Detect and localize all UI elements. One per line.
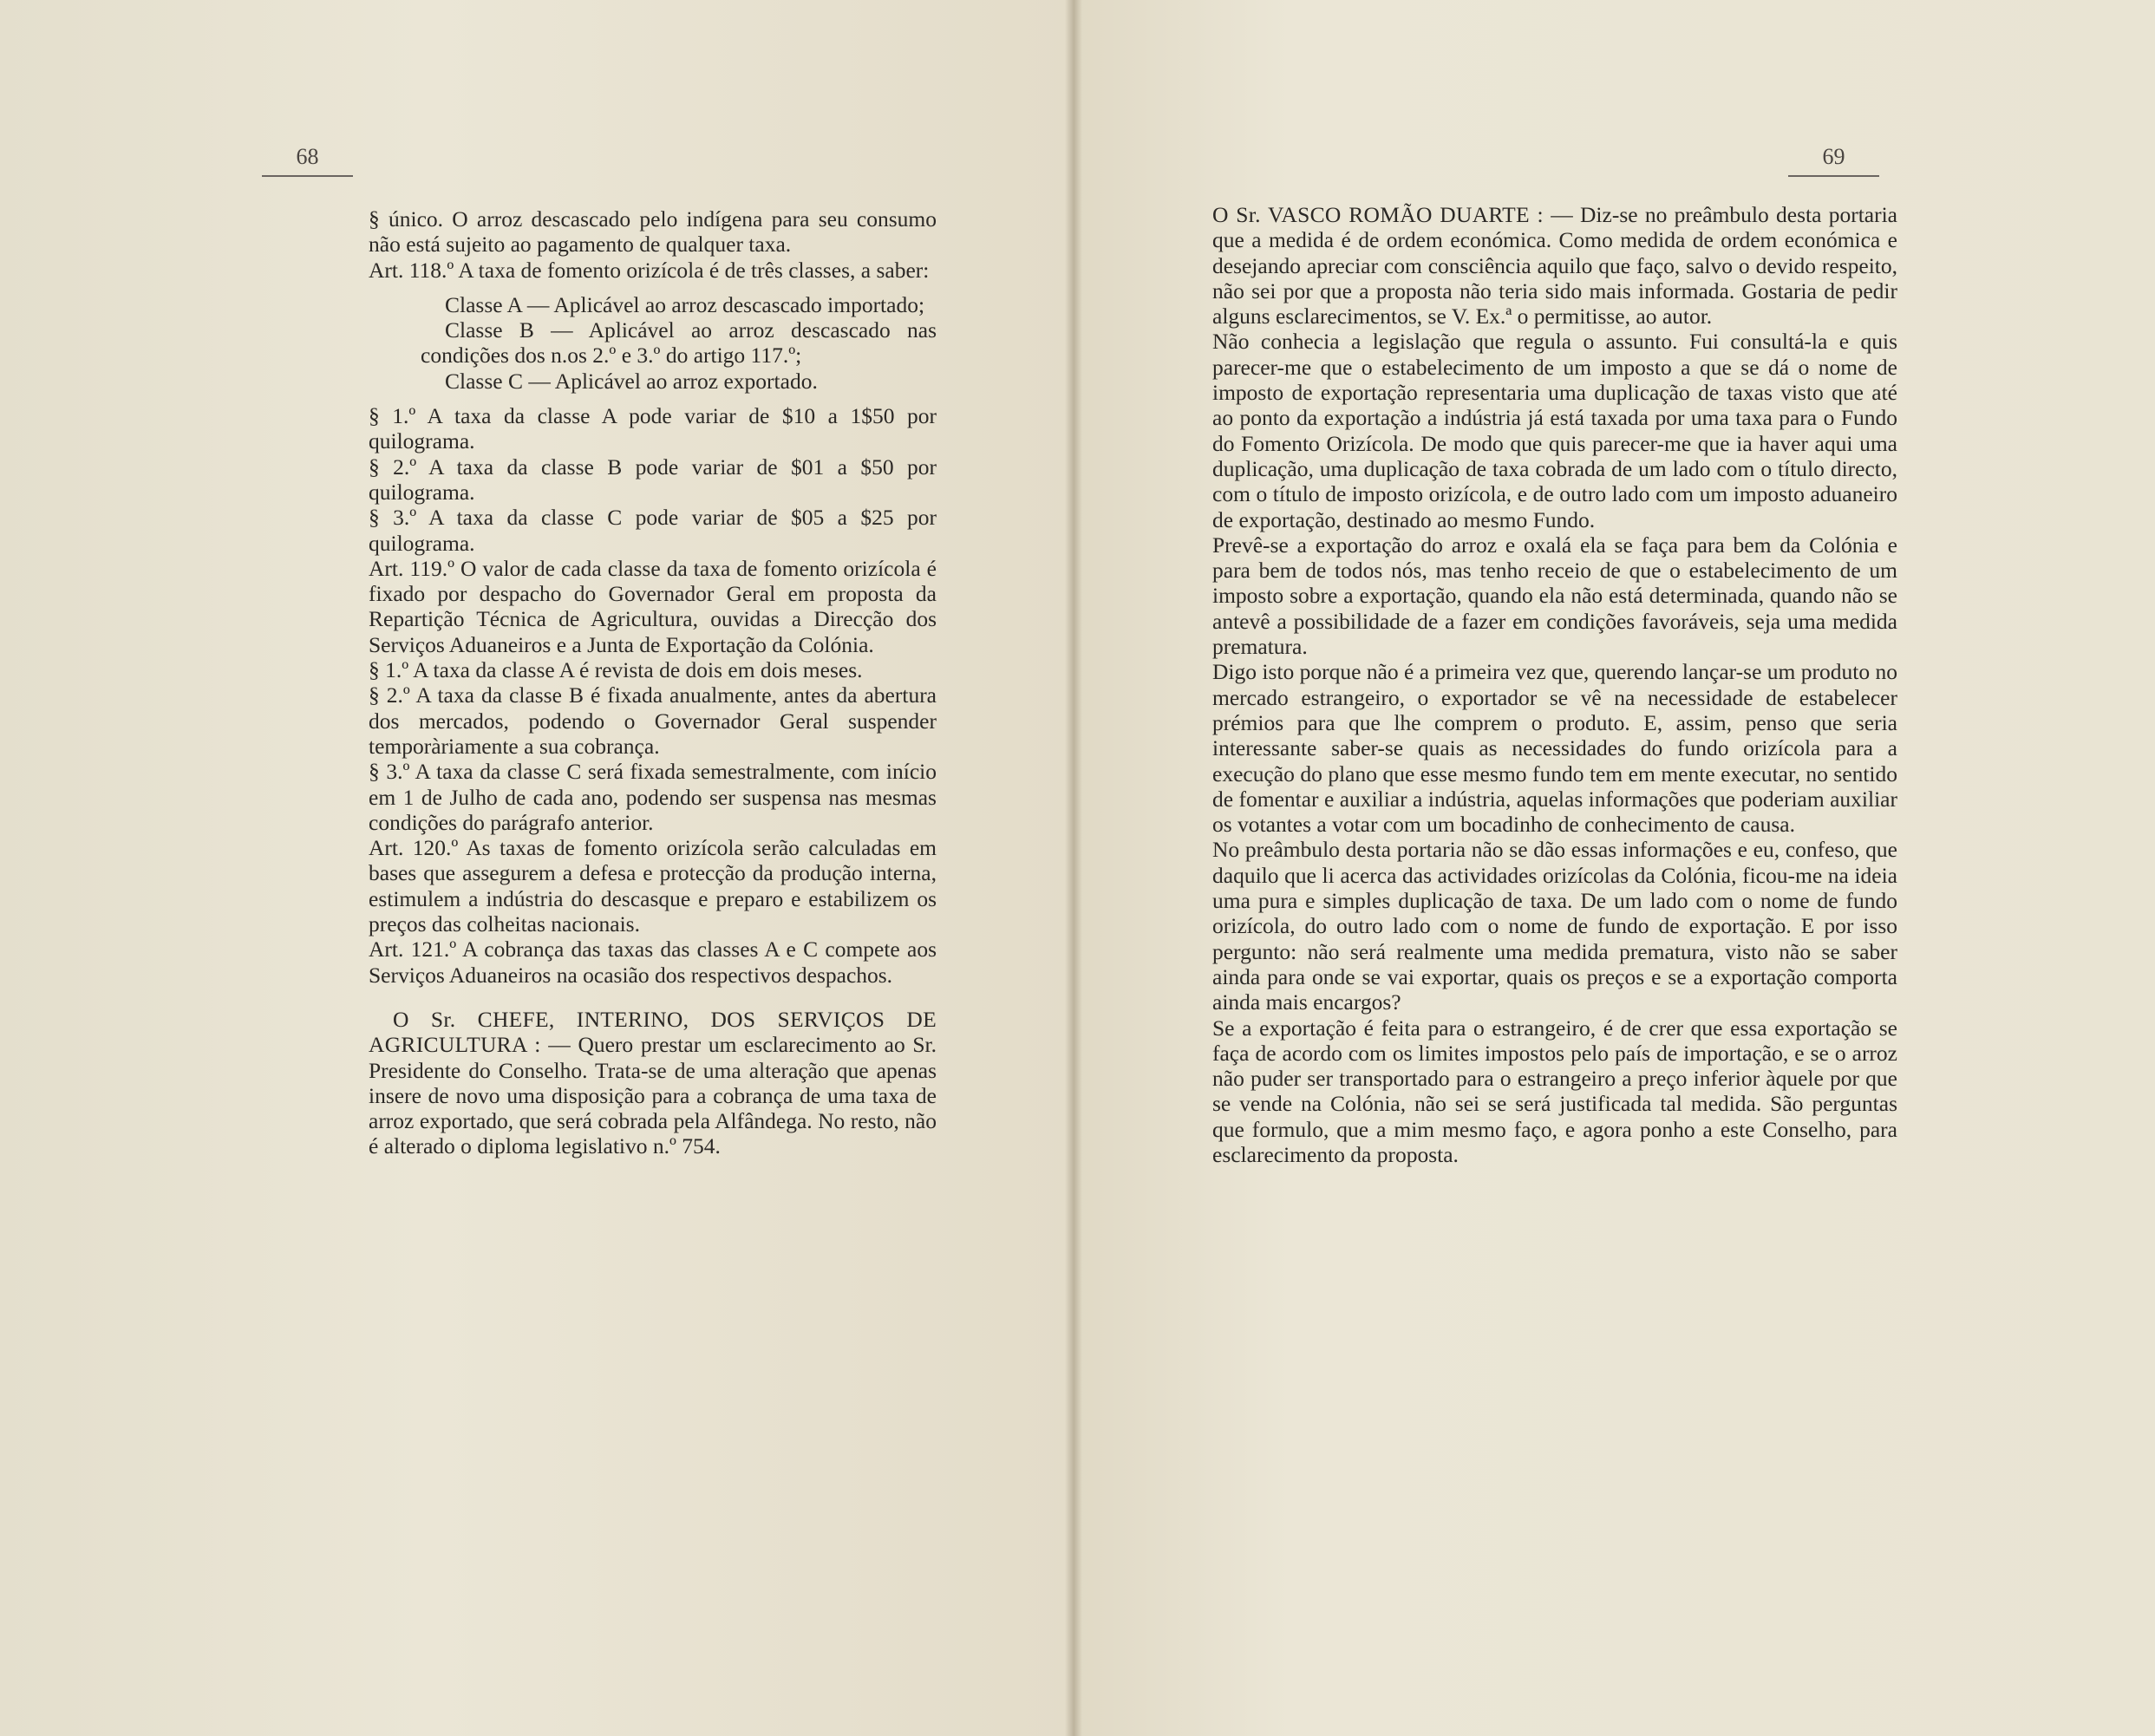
paragraph: § 2.º A taxa da classe B pode variar de $01 a $50 por quilograma. <box>369 454 937 505</box>
book-gutter <box>1065 0 1082 1736</box>
right-page-text <box>1212 202 1897 1167</box>
paragraph: Art. 121.º A cobrança das taxas das classes A e C compete aos Serviços Aduaneiros na ocasião dos respectivos despachos. <box>369 937 937 988</box>
speech-text: — Quero prestar um esclarecimento ao Sr. Presidente do Conselho. Trata-se de uma alteração que apenas insere de novo uma disposição para a cobrança de uma taxa de arroz exportado, que será cobrada pela Alfândega. No resto, não é alterado o diploma legislativo n.º 754. <box>369 1032 937 1159</box>
left-page-text <box>369 206 937 1159</box>
paragraph: § 1.º A taxa da classe A é revista de dois em dois meses. <box>369 657 863 683</box>
speech-paragraph <box>1212 202 1897 329</box>
left-page <box>0 0 1074 1736</box>
speech-paragraph <box>369 1007 937 1159</box>
paragraph: Se a exportação é feita para o estrangeiro, é de crer que essa exportação se faça de acordo com os limites impostos pelo país de importação, e se o arroz não puder ser transportado para o estrangeiro a preço inferior àquele por que se vende na Colónia, não sei se será justificada tal medida. São perguntas que formulo, que a mim mesmo faço, e agora ponho a este Conselho, para esclarecimento da proposta. <box>1212 1015 1897 1167</box>
paragraph: § 3.º A taxa da classe C será fixada semestralmente, com início em 1 de Julho de cada ano, podendo ser suspensa nas mesmas condições do parágrafo anterior. <box>369 759 937 835</box>
page-number: 68 <box>262 144 353 177</box>
speaker-name: O Sr. VASCO ROMÃO DUARTE : <box>1212 202 1544 227</box>
paragraph: Digo isto porque não é a primeira vez que, querendo lançar-se um produto no mercado estrangeiro, o exportador se vê na necessidade de estabelecer prémios para que lhe comprem o produto. E, assim, penso que seria interessante saber-se quais as necessidades do fundo orizícola para a execução do plano que esse mesmo fundo tem em mente executar, no sentido de fomentar e auxiliar a indústria, aquelas informações que poderiam auxiliar os votantes a votar com um bocadinho de conhecimento de causa. <box>1212 659 1897 838</box>
class-item: Classe C — Aplicável ao arroz exportado. <box>445 368 818 394</box>
page-number: 69 <box>1788 144 1879 177</box>
paragraph: Prevê-se a exportação do arroz e oxalá ela se faça para bem da Colónia e para bem de todos nós, mas tenho receio de que o estabelecimento de um imposto sobre a exportação, quando ela não está determinada, quando não se antevê a possibilidade de a fazer em condições favoráveis, seja uma medida prematura. <box>1212 532 1897 660</box>
paragraph: § 2.º A taxa da classe B é fixada anualmente, antes da abertura dos mercados, podendo o Governador Geral suspender temporàriamente a sua cobrança. <box>369 682 937 759</box>
paragraph: § 3.º A taxa da classe C pode variar de $05 a $25 por quilograma. <box>369 505 937 556</box>
paragraph: § 1.º A taxa da classe A pode variar de $10 a 1$50 por quilograma. <box>369 403 937 454</box>
paragraph: Art. 118.º A taxa de fomento orizícola é de três classes, a saber: <box>369 257 930 283</box>
right-page <box>1074 0 2155 1736</box>
class-list <box>369 292 937 394</box>
paragraph: Art. 120.º As taxas de fomento orizícola serão calculadas em bases que assegurem a defesa e protecção da produção interna, estimulem a indústria do descasque e preparo e estabilizem os preços das colheitas nacionais. <box>369 835 937 937</box>
speaker-name: O Sr. CHEFE, INTERINO, DOS SERVIÇOS DE AGRICULTURA : <box>369 1006 937 1058</box>
paragraph: No preâmbulo desta portaria não se dão essas informações e eu, confeso, que daquilo que li acerca das actividades orizícolas da Colónia, ficou-me na ideia uma pura e simples duplicação de taxa. De um lado com o nome de fundo orizícola, do outro lado com o nome de fundo de exportação. E por isso pergunto: não será realmente uma medida prematura, visto não se saber ainda para onde se vai exportar, quais os preços e se a exportação comporta ainda mais encargos? <box>1212 837 1897 1015</box>
paragraph: Não conhecia a legislação que regula o assunto. Fui consultá-la e quis parecer-me que o estabelecimento de um imposto a que se dá o nome de imposto de exportação representaria uma duplicação de taxas visto que até ao ponto da exportação a indústria já está taxada por uma taxa para o Fundo do Fomento Orizícola. De modo que quis parecer-me que ia haver aqui uma duplicação, uma duplicação de taxa cobrada de um lado com o título directo, com o título de imposto orizícola, e de outro lado com um imposto aduaneiro de exportação, destinado ao mesmo Fundo. <box>1212 329 1897 532</box>
class-item: Classe A — Aplicável ao arroz descascado importado; <box>445 291 925 317</box>
paragraph: § único. O arroz descascado pelo indígena para seu consumo não está sujeito ao pagamento de qualquer taxa. <box>369 206 937 258</box>
class-item: Classe B — Aplicável ao arroz descascado nas condições dos n.os 2.º e 3.º do artigo 117.º; <box>421 317 937 369</box>
speech-text: — Diz-se no preâmbulo desta portaria que a medida é de ordem económica. Como medida de ordem económica e desejando apreciar com consciência aquilo que faço, salvo o devido respeito, não sei por que a proposta não teria sido mais informada. Gostaria de pedir alguns esclarecimentos, se V. Ex.ª o permitisse, ao autor. <box>1212 202 1897 330</box>
paragraph: Art. 119.º O valor de cada classe da taxa de fomento orizícola é fixado por despacho do Governador Geral em proposta da Repartição Técnica de Agricultura, ouvidas a Direcção dos Serviços Aduaneiros e a Junta de Exportação da Colónia. <box>369 555 937 657</box>
